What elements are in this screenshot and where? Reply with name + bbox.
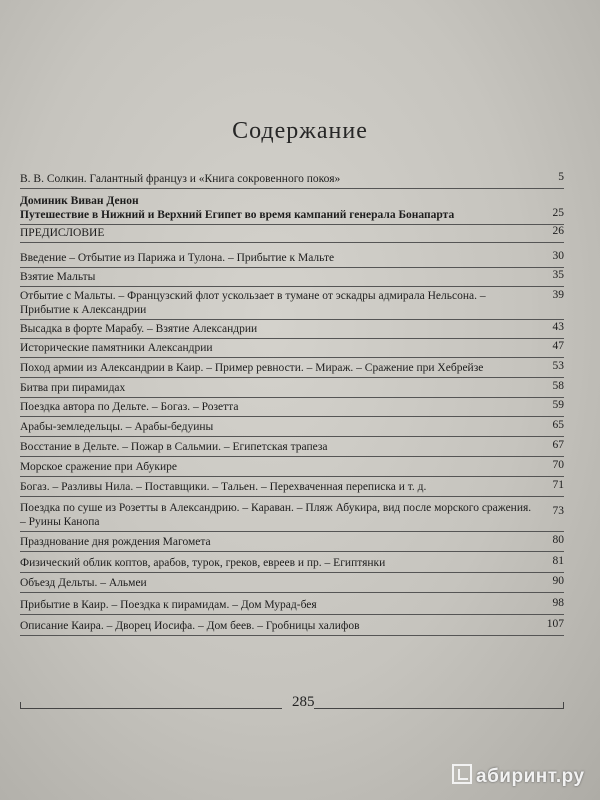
toc-entry-page: 53 <box>552 360 564 372</box>
toc-entry-text: Путешествие в Нижний и Верхний Египет во время кампаний генерала Бонапарта <box>20 209 455 221</box>
toc-entry-page: 39 <box>552 289 564 301</box>
toc-entry-text: Взятие Мальты <box>20 271 96 283</box>
toc-entry-page: 71 <box>552 479 564 491</box>
toc-entry-text: Отбытие с Мальты. – Французский флот ускользает в тумане от эскадры адмирала Нельсона. – Прибытие к Александрии <box>20 290 486 316</box>
toc-entry-text: Восстание в Дельте. – Пожар в Сальмии. – Египетская трапеза <box>20 441 328 453</box>
toc-entry-page: 47 <box>552 340 564 352</box>
toc-entry-text: Битва при пирамидах <box>20 382 126 394</box>
toc-entry <box>20 480 564 497</box>
toc-entry-text: Введение – Отбытие из Парижа и Тулона. – Прибытие к Мальте <box>20 252 335 264</box>
toc-entry <box>20 251 564 268</box>
toc-entry <box>20 208 564 225</box>
toc-entry-page: 90 <box>552 575 564 587</box>
toc-entry-page: 5 <box>558 171 564 183</box>
toc-entry <box>20 556 564 573</box>
labirint-logo-icon <box>452 764 472 784</box>
toc-entry-text: Прибытие в Каир. – Поездка к пирамидам. – Дом Мурад-бея <box>20 599 317 611</box>
toc-entry <box>20 172 564 189</box>
toc-entry-page: 59 <box>552 399 564 411</box>
toc-entry-text: Празднование дня рождения Магомета <box>20 536 211 548</box>
toc-entry-page: 65 <box>552 419 564 431</box>
rule-line-right <box>314 708 564 709</box>
toc-entry <box>20 460 564 477</box>
toc-entry <box>20 576 564 593</box>
toc-entry-text: В. В. Солкин. Галантный француз и «Книга сокровенного покоя» <box>20 173 341 185</box>
toc-entry-text: Исторические памятники Александрии <box>20 342 213 354</box>
watermark <box>452 764 585 788</box>
toc-author <box>20 194 564 208</box>
toc-entry-text: Высадка в форте Марабу. – Взятие Александрии <box>20 323 258 335</box>
toc-entry-page: 98 <box>552 597 564 609</box>
toc-entry-text: Поход армии из Александрии в Каир. – Пример ревности. – Мираж. – Сражение при Хебрейзе <box>20 362 484 374</box>
toc-entry <box>20 381 564 398</box>
toc-entry <box>20 420 564 437</box>
toc-entry-page: 73 <box>552 505 564 517</box>
toc-entry-page: 35 <box>552 269 564 281</box>
toc-entry <box>20 341 564 358</box>
toc-entry-page: 67 <box>552 439 564 451</box>
toc-entry-page: 30 <box>552 250 564 262</box>
toc-entry-text: ПРЕДИСЛОВИЕ <box>20 227 105 239</box>
toc-entry <box>20 598 564 615</box>
toc-entry-text: Поездка по суше из Розетты в Александрию. – Караван. – Пляж Абукира, вид после морского сражения. – Руины Канопа <box>20 502 532 528</box>
toc-entry-page: 58 <box>552 380 564 392</box>
page-number: 285 <box>292 694 315 710</box>
toc-entry-page: 43 <box>552 321 564 333</box>
toc-entry-text: Физический облик коптов, арабов, турок, греков, евреев и пр. – Египтянки <box>20 557 386 569</box>
toc-entry <box>20 270 564 287</box>
toc-entry-text: Арабы-земледельцы. – Арабы-бедуины <box>20 421 214 433</box>
toc-entry-page: 25 <box>552 207 564 219</box>
watermark-text: абиринт.ру <box>476 766 585 787</box>
toc-entry-page: 70 <box>552 459 564 471</box>
toc-entry <box>20 619 564 636</box>
toc-entry-page: 80 <box>552 534 564 546</box>
page-number-rule <box>20 692 564 714</box>
rule-line-left <box>20 708 282 709</box>
toc-entry <box>20 535 564 552</box>
toc-entry-text: Богаз. – Разливы Нила. – Поставщики. – Тальен. – Перехваченная переписка и т. д. <box>20 481 427 493</box>
toc-entry <box>20 440 564 457</box>
toc-entry-page: 81 <box>552 555 564 567</box>
rule-tick-right <box>563 702 564 708</box>
toc-entry <box>20 501 564 532</box>
toc-entry-text: Морское сражение при Абукире <box>20 461 177 473</box>
toc-entry-page: 26 <box>552 225 564 237</box>
toc-entry-text: Объезд Дельты. – Альмеи <box>20 577 147 589</box>
page-title: Содержание <box>232 118 368 144</box>
toc-entry-text: Поездка автора по Дельте. – Богаз. – Розетта <box>20 401 239 413</box>
toc-entry <box>20 226 564 243</box>
toc-entry-text: Доминик Виван Денон <box>20 195 139 207</box>
toc-entry <box>20 289 564 320</box>
toc-entry-page: 107 <box>546 618 564 630</box>
toc-entry <box>20 400 564 417</box>
toc-entry-text: Описание Каира. – Дворец Иосифа. – Дом беев. – Гробницы халифов <box>20 620 360 632</box>
toc-entry <box>20 361 564 378</box>
toc-entry <box>20 322 564 339</box>
